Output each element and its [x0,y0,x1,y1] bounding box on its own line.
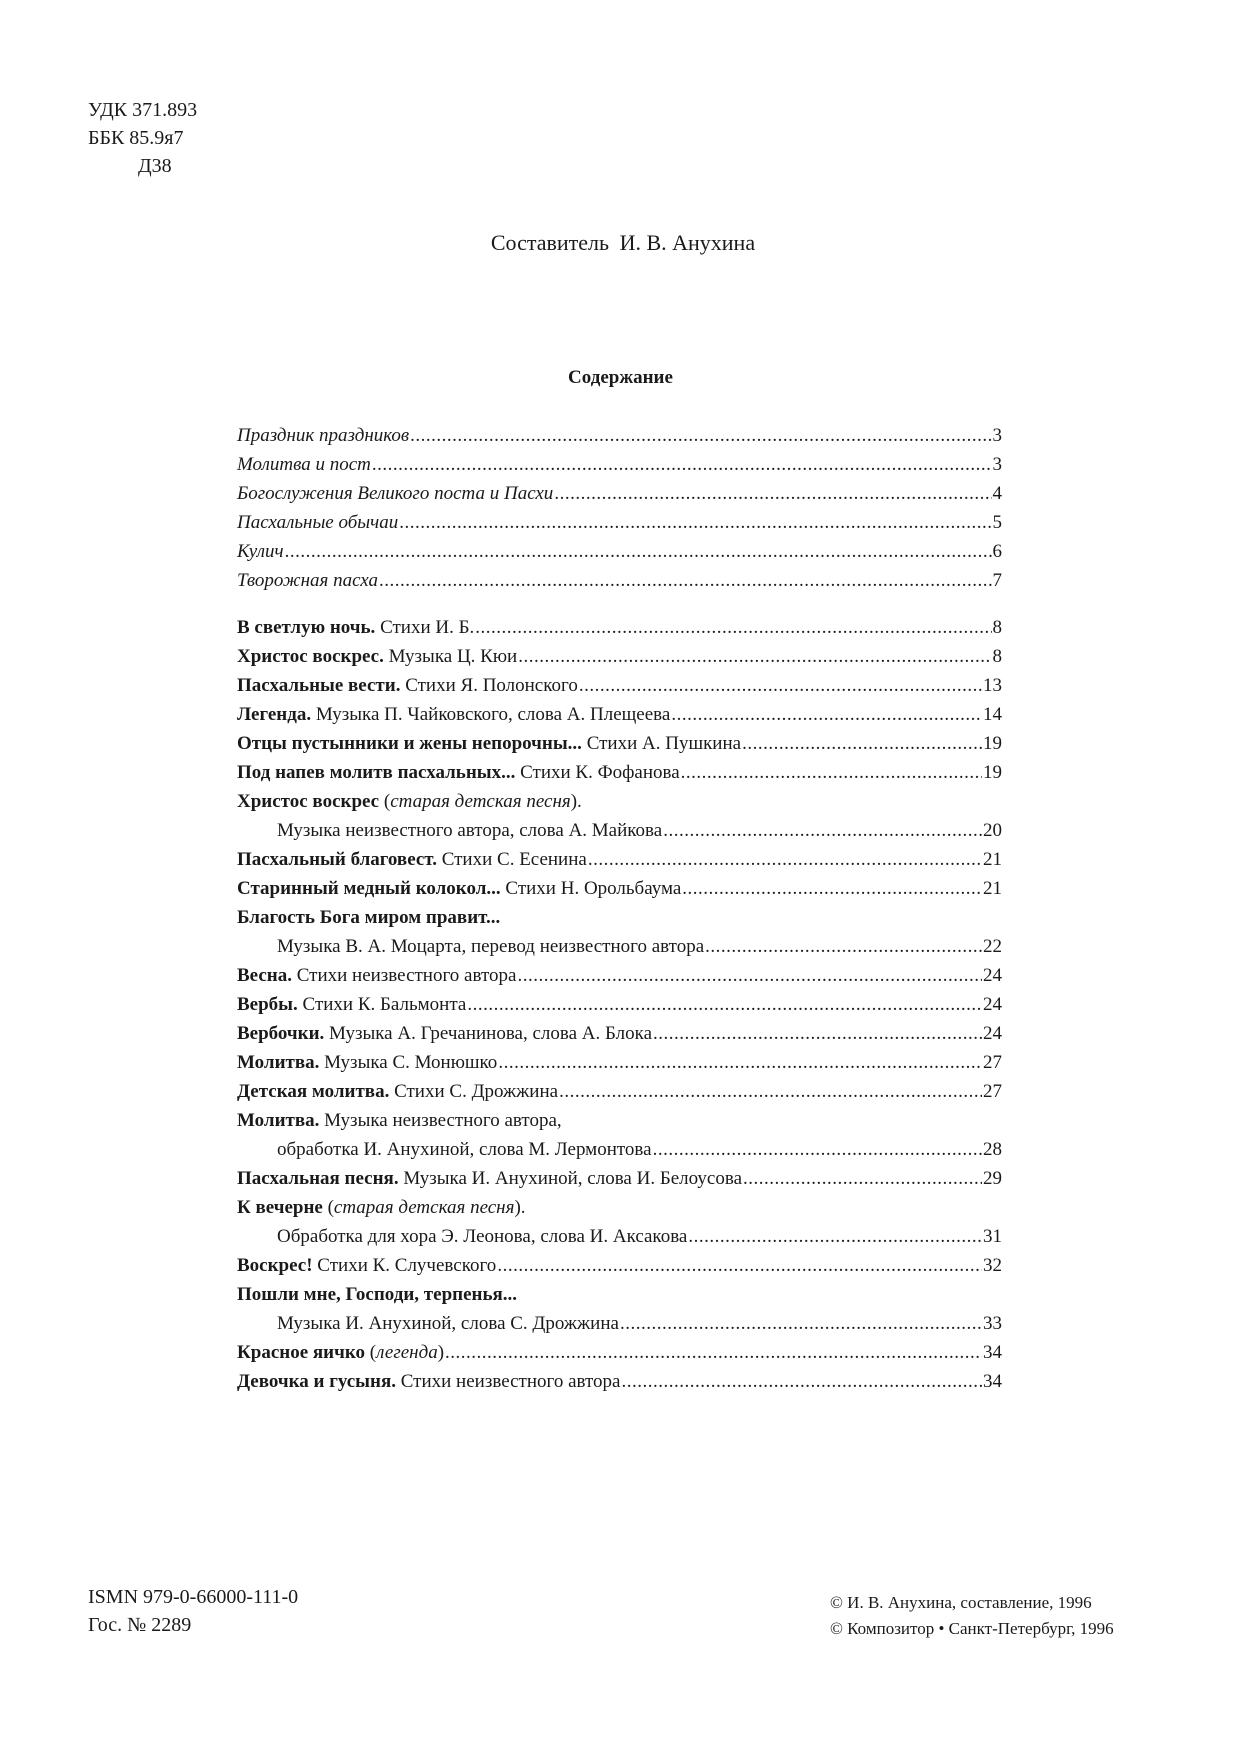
page-number: 7 [992,570,1002,591]
toc-entry [237,1161,1002,1190]
toc-entry [237,1016,1002,1045]
page-number: 31 [983,1226,1002,1247]
toc-entry [237,476,1002,505]
entry-credits: Стихи Н. Орольбаума [505,878,682,899]
entry-title: Христос воскрес. [237,646,384,667]
entry-credits: Стихи А. Пушкина [586,733,742,754]
dot-leader [671,704,982,726]
entry-title: Пасхальная песня. [237,1168,399,1189]
entry-title: Отцы пустынники и жены непорочны... [237,733,582,754]
toc-entry [237,1248,1002,1277]
author-mark: Д38 [138,155,172,177]
toc-entry [237,418,1002,447]
page-number: 33 [983,1313,1002,1334]
toc-entry [237,1364,1002,1393]
toc-entry [237,784,1002,813]
dot-leader [743,1168,982,1190]
dot-leader [445,1342,982,1364]
section-divider [237,592,1002,610]
toc-entry [237,447,1002,476]
entry-credits: Музыка неизвестного автора, слова А. Майкова [277,820,663,841]
entry-paren: ). [570,791,582,812]
entry-credits: Стихи С. Дрожжина [394,1081,559,1102]
toc-entry [237,871,1002,900]
dot-leader [379,570,992,592]
page-number: 20 [983,820,1002,841]
dot-leader [688,1226,982,1248]
entry-title: Молитва. [237,1052,320,1073]
entry-title: Молитва. [237,1110,320,1131]
entry-credits: Стихи неизвестного автора [296,965,517,986]
entry-title: Вербочки. [237,1023,325,1044]
dot-leader [588,849,982,871]
toc-entry [237,900,1002,929]
page-number: 5 [992,512,1002,533]
dot-leader [742,733,982,755]
entry-title: Девочка и гусыня. [237,1371,396,1392]
entry-title: Молитва и пост [237,454,371,475]
dot-leader [622,1371,983,1393]
entry-title: Детская молитва. [237,1081,390,1102]
classification-block [88,96,197,180]
dot-leader [518,646,991,668]
toc-entry [237,610,1002,639]
entry-heading [237,1255,496,1277]
entry-title: Под напев молитв пасхальных... [237,762,516,783]
toc-entry [237,534,1002,563]
page-number: 3 [992,425,1002,446]
toc-entry [237,842,1002,871]
copyright-line: © И. В. Анухина, составление, 1996 [830,1593,1092,1612]
toc-entry [237,1103,1002,1132]
toc-entry [237,1335,1002,1364]
toc-entry [237,958,1002,987]
dot-leader [399,512,991,534]
page-number: 21 [983,878,1002,899]
entry-credits: Музыка П. Чайковского, слова А. Плещеева [315,704,671,725]
entry-credits: Музыка И. Анухиной, слова С. Дрожжина [277,1313,619,1334]
entry-heading [237,704,670,726]
entry-heading [237,1284,517,1306]
entry-title: Праздник праздников [237,425,410,446]
entry-paren: ( [379,791,391,812]
entry-title: Весна. [237,965,292,986]
entry-credits: Стихи И. Б. [380,617,475,638]
page-number: 14 [983,704,1002,725]
ismn-number: ISMN 979-0-66000-111-0 [88,1586,299,1608]
entry-credits: Музыка С. Монюшко [324,1052,498,1073]
entry-title: К вечерне [237,1197,323,1218]
dot-leader [620,1313,982,1335]
entry-title: Христос воскрес [237,791,380,812]
entry-heading [237,1371,621,1393]
toc-title: Содержание [568,367,673,388]
entry-paren: ) [437,1342,445,1363]
page-number: 22 [983,936,1002,957]
toc-entry [237,639,1002,668]
dot-leader [653,1139,982,1161]
entry-heading [237,617,474,639]
entry-heading [237,1052,497,1074]
page-number: 27 [983,1052,1002,1073]
entry-credits: Музыка неизвестного автора, [324,1110,562,1131]
page-number: 3 [992,454,1002,475]
entry-credits: Музыка В. А. Моцарта, перевод неизвестного автора [277,936,705,957]
entry-heading [237,1342,444,1364]
entry-heading [237,762,680,784]
page-number: 4 [992,483,1002,504]
dot-leader [554,483,991,505]
dot-leader [475,617,991,639]
toc-entry-continuation [237,929,1002,958]
entry-title: Пасхальные обычаи [237,512,399,533]
page-number: 29 [983,1168,1002,1189]
toc-entry-continuation [237,1132,1002,1161]
copyright-block [830,1590,1114,1642]
toc-entry [237,505,1002,534]
compiler-name: И. В. Анухина [619,230,756,255]
entry-title: Вербы. [237,994,298,1015]
toc-entry [237,1190,1002,1219]
entry-heading [237,1023,652,1045]
page-number: 8 [992,646,1002,667]
entry-heading [237,646,517,668]
page-number: 8 [992,617,1002,638]
entry-paren: ( [365,1342,377,1363]
entry-credits: Стихи неизвестного автора [400,1371,621,1392]
page-number: 32 [983,1255,1002,1276]
toc-entry [237,987,1002,1016]
dot-leader [372,454,992,476]
entry-heading [237,1197,526,1219]
toc-entry [237,1277,1002,1306]
page-number: 24 [983,1023,1002,1044]
dot-leader [653,1023,982,1045]
page-number: 27 [983,1081,1002,1102]
page-number: 19 [983,762,1002,783]
entry-subtitle: старая детская песня [333,1197,515,1218]
udk-code: УДК 371.893 [88,99,198,121]
page-number: 6 [992,541,1002,562]
dot-leader [663,820,982,842]
bbk-code: ББК 85.9я7 [88,127,184,149]
page-number: 13 [983,675,1002,696]
dot-leader [705,936,982,958]
entry-credits: Стихи К. Бальмонта [302,994,467,1015]
toc-entry-continuation [237,1306,1002,1335]
dot-leader [559,1081,982,1103]
page-number: 28 [983,1139,1002,1160]
toc-entry [237,1045,1002,1074]
entry-title: Пошли мне, Господи, терпенья... [237,1284,518,1305]
page-number: 34 [983,1342,1002,1363]
dot-leader [579,675,982,697]
entry-credits: Музыка И. Анухиной, слова И. Белоусова [403,1168,743,1189]
copyright-line: © Композитор • Санкт-Петербург, 1996 [830,1619,1114,1638]
entry-paren: ( [322,1197,334,1218]
dot-leader [682,878,982,900]
entry-title: Пасхальные вести. [237,675,401,696]
dot-leader [410,425,991,447]
entry-credits: Стихи К. Фофанова [520,762,680,783]
entry-heading [237,878,681,900]
entry-subtitle: старая детская песня [390,791,571,812]
toc-entry-continuation [237,1219,1002,1248]
page-number: 34 [983,1371,1002,1392]
toc-entry [237,668,1002,697]
toc-entry-continuation [237,813,1002,842]
entry-title: Легенда. [237,704,312,725]
toc-entry [237,697,1002,726]
entry-title: Старинный медный колокол... [237,878,501,899]
entry-credits: обработка И. Анухиной, слова М. Лермонтова [277,1139,652,1160]
dot-leader [467,994,982,1016]
entry-paren: ). [514,1197,526,1218]
dot-leader [681,762,982,784]
compiler-line [0,230,1241,256]
toc-entry [237,755,1002,784]
entry-credits: Обработка для хора Э. Леонова, слова И. Аксакова [277,1226,688,1247]
entry-title: Воскрес! [237,1255,313,1276]
page-number: 24 [983,994,1002,1015]
page-number: 19 [983,733,1002,754]
entry-heading [237,1110,562,1132]
entry-title: Благость Бога миром правит... [237,907,501,928]
entry-title: Богослужения Великого поста и Пасхи [237,483,554,504]
entry-heading [237,675,578,697]
dot-leader [497,1255,982,1277]
toc-entry [237,1074,1002,1103]
entry-heading [237,1168,742,1190]
entry-title: Пасхальный благовест. [237,849,437,870]
entry-title: Творожная пасха [237,570,378,591]
dot-leader [285,541,992,563]
entry-heading [237,907,500,929]
toc-entry [237,563,1002,592]
gos-number: Гос. № 2289 [88,1614,192,1636]
entry-credits: Стихи Я. Полонского [405,675,578,696]
entry-heading [237,849,587,871]
isbn-block [88,1583,298,1639]
dot-leader [517,965,982,987]
entry-heading [237,965,516,987]
compiler-label: Составитель [490,230,610,255]
entry-title: Красное яичко [237,1342,366,1363]
table-of-contents [237,418,1002,1393]
entry-subtitle: легенда [376,1342,438,1363]
page-number: 21 [983,849,1002,870]
page-number: 24 [983,965,1002,986]
entry-title: Кулич [237,541,284,562]
entry-credits: Стихи С. Есенина [441,849,587,870]
entry-heading [237,791,582,813]
entry-credits: Музыка А. Гречанинова, слова А. Блока [329,1023,653,1044]
entry-title: В светлую ночь. [237,617,376,638]
entry-heading [237,1081,558,1103]
entry-heading [237,733,741,755]
entry-credits: Стихи К. Случевского [317,1255,497,1276]
toc-entry [237,726,1002,755]
entry-credits: Музыка Ц. Кюи [388,646,518,667]
entry-heading [237,994,466,1016]
dot-leader [498,1052,982,1074]
